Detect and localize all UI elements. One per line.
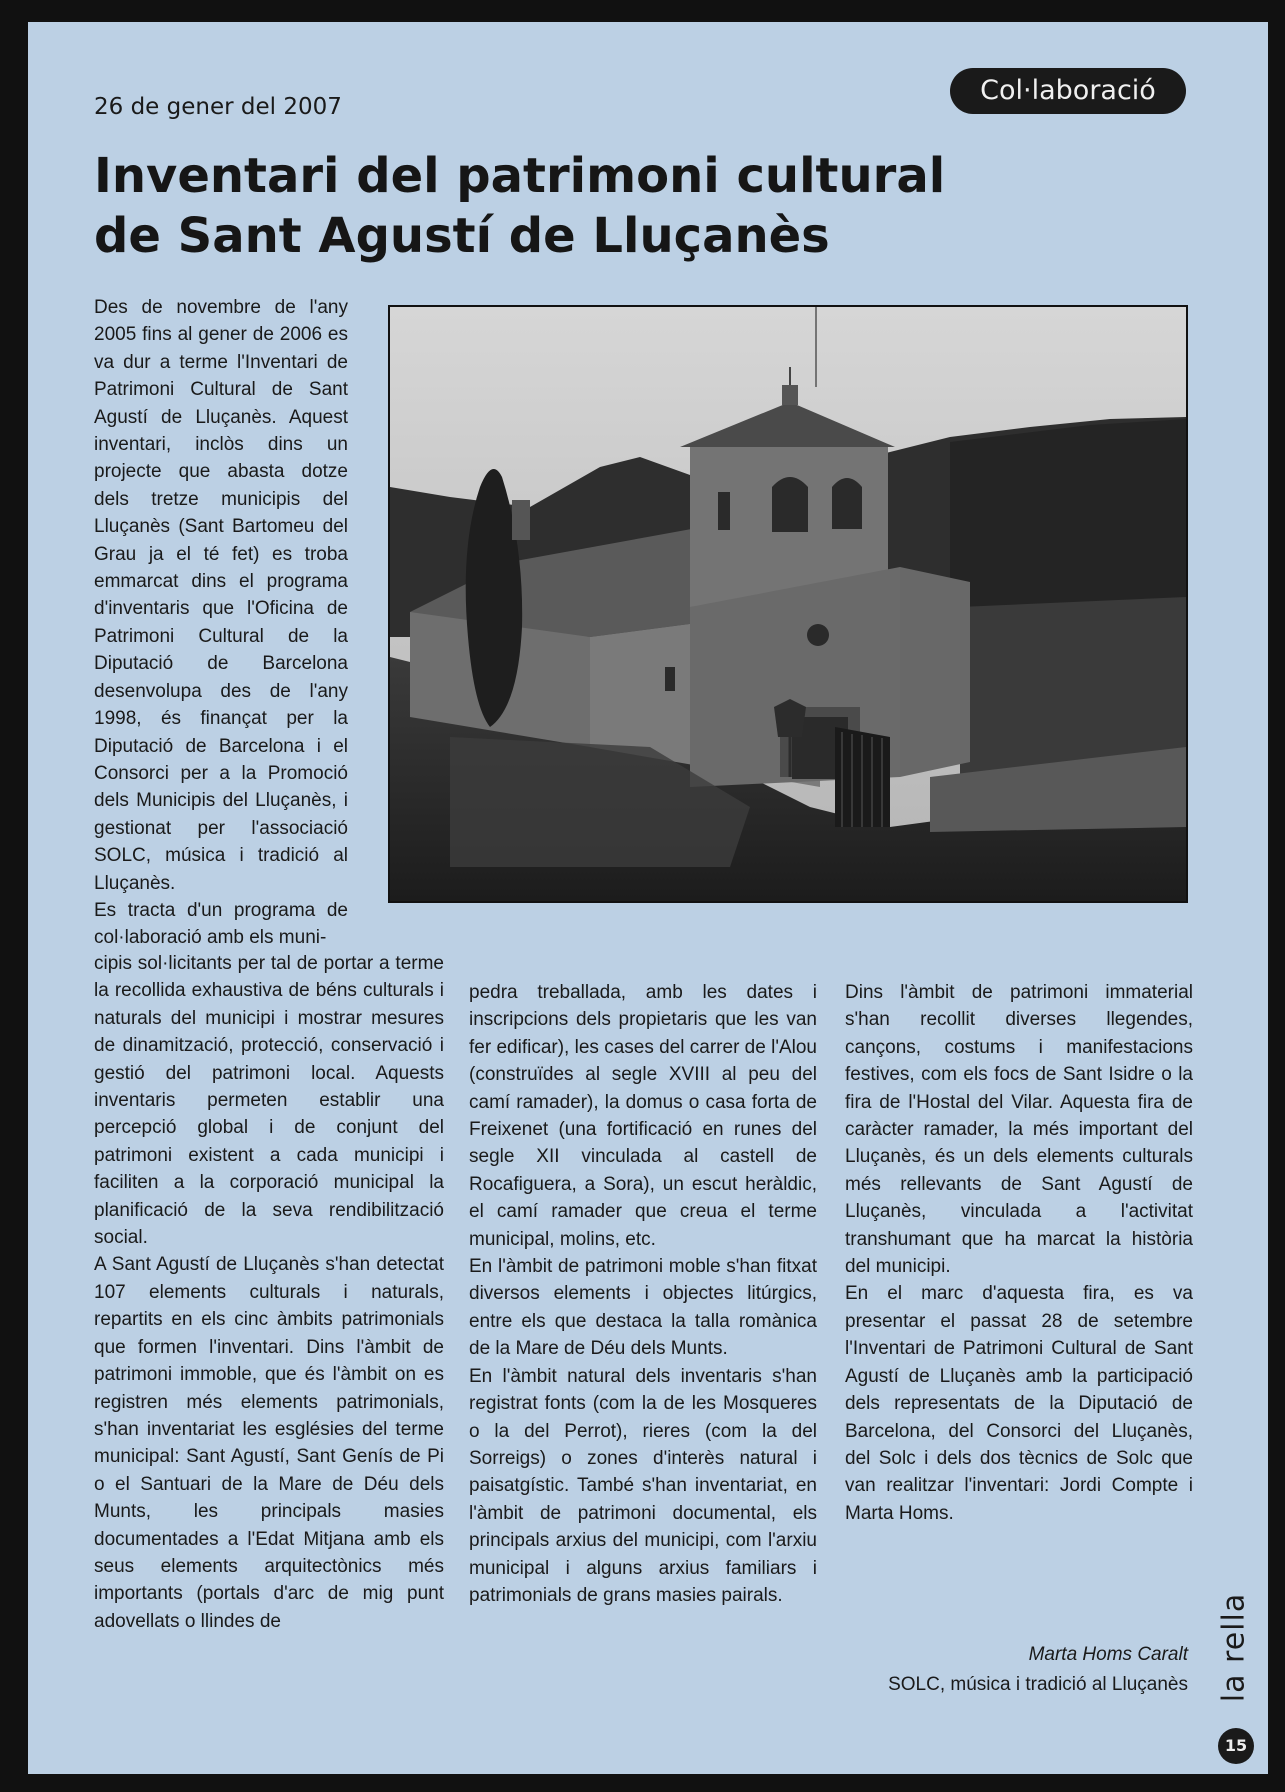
paragraph-elements: A Sant Agustí de Lluçanès s'han detectat 107 elements culturals i naturals, repartits en els cinc àmbits patrimonials que formen l'inventari. Dins l'àmbit de patrimoni immoble, que és l'àmbit on es registren més elements patrimonials, s'han inventariat les esglésies del terme municipal: Sant Agustí, Sant Genís de Pi o el Santuari de la Mare de Déu dels Munts, les principals masies documentades a l'Edat Mitjana amb els seus elements arquitectònics més importants (portals d'arc de mig punt adovellats o llindes de [94,1254,444,1632]
title-line-2: de Sant Agustí de Lluçanès [94,208,830,264]
author-name: Marta Homs Caralt [1028,1644,1188,1665]
magazine-page [28,22,1268,1774]
paragraph-intro: Des de novembre de l'any 2005 fins al gener de 2006 es va dur a terme l'Inventari de Patrimoni Cultural de Sant Agustí de Lluçanès. Aquest inventari, inclòs dins un projecte que abasta dotze dels tretze municipis del Lluçanès (Sant Bartomeu del Grau ja el té fet) es troba emmarcat dins el programa d'inventaris que l'Oficina de Patrimoni Cultural de la Diputació de Barcelona desenvolupa des de l'any 1998, és finançat per la Diputació de Barcelona i el Consorci per a la Promoció dels Municipis del Lluçanès, i gestionat per l'associació SOLC, música i tradició al Lluçanès. [94,297,348,894]
magazine-name [1204,1582,1264,1722]
title-line-1: Inventari del patrimoni cultural [94,148,946,204]
paragraph-presentation: En el marc d'aquesta fira, es va presentar el passat 28 de setembre l'Inventari de Patrimoni Cultural de Sant Agustí de Lluçanès amb la participació dels representats de la Diputació de Barcelona, del Consorci del Lluçanès, del Solc i dels dos tècnics de Solc que van realitzar l'inventari: Jordi Compte i Marta Homs. [845,1283,1193,1524]
paragraph-natural: En l'àmbit natural dels inventaris s'han registrat fonts (com la de les Mosqueres o la del Perrot), rieres (com la del Sorreigs) o zones d'interès natural i paisatgístic. També s'han inventariat, en l'àmbit de patrimoni documental, els principals arxius del municipi, com l'arxiu municipal i alguns arxius familiars i patrimonials de grans masies pairals. [469,1365,817,1606]
author-organization: SOLC, música i tradició al Lluçanès [888,1674,1188,1695]
column-1-top [94,294,348,952]
column-1-bottom [94,950,444,1635]
paragraph-immovable-cont: pedra treballada, amb les dates i inscripcions dels propietaris que les van fer edificar), les cases del carrer de l'Alou (construïdes al segle XVIII al peu del camí ramader), la domus o casa forta de Freixenet (una fortificació en runes del segle XII vinculada al castell de Rocafiguera, a Sora), un escut heràldic, el camí ramader que creua el terme municipal, molins, etc. [469,982,817,1250]
paragraph-movable: En l'àmbit de patrimoni moble s'han fitxat diversos elements i objectes litúrgics, entre els que destaca la talla romànica de la Mare de Déu dels Munts. [469,1256,817,1360]
paragraph-program: cipis sol·licitants per tal de portar a terme la recollida exhaustiva de béns culturals i naturals del municipi i mostrar mesures de dinamització, protecció, conservació i gestió del patrimoni local. Aquests inventaris permeten establir una percepció global i de conjunt del patrimoni existent a cada municipi i faciliten a la corporació municipal la planificació de la seva rendibilització social. [94,953,444,1249]
column-2 [469,979,817,1609]
paragraph-intangible: Dins l'àmbit de patrimoni immaterial s'han recollit diverses llegendes, cançons, costums i manifestacions festives, com els focs de Sant Isidre o la fira de l'Hostal del Vilar. Aquesta fira de caràcter ramader, la més important del Lluçanès, és un dels elements culturals més rellevants de Sant Agustí de Lluçanès, vinculada a l'activitat transhumant que ha marcat la història del municipi. [845,982,1193,1278]
page-number: 15 [1218,1728,1254,1764]
paragraph-program-start: Es tracta d'un programa de col·laboració amb els muni- [94,899,348,949]
church-photo [388,305,1188,903]
column-3 [845,979,1193,1527]
magazine-name-text: la rella [1216,1592,1252,1703]
article-signature [788,1640,1188,1700]
article-title [94,146,1094,266]
section-badge: Col·laboració [950,68,1186,114]
issue-date: 26 de gener del 2007 [94,94,342,120]
